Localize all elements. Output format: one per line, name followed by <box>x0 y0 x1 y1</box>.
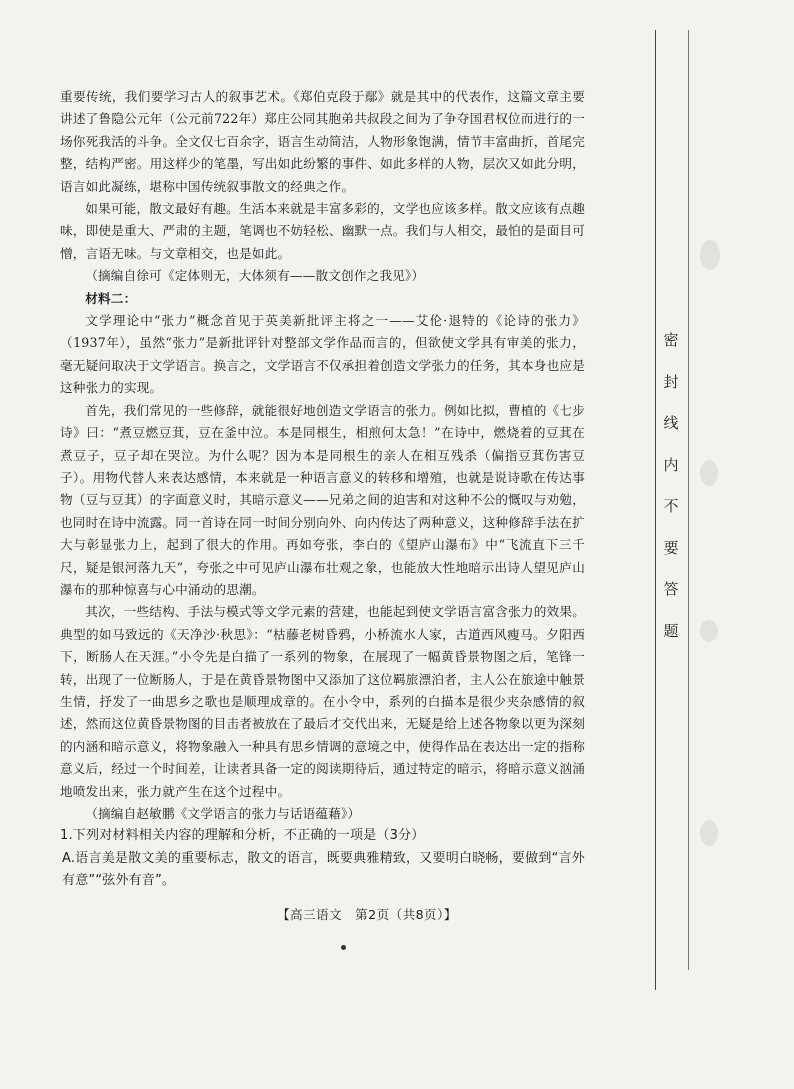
seal-char: 密 <box>663 331 679 349</box>
paragraph: 如果可能，散文最好有趣。生活本来就是丰富多彩的，文学也应该多样。散文应该有点趣味，即使是重大、严肃的主题，笔调也不妨轻松、幽默一点。我们与人相交，最怕的是面目可憎，言语无味。与文章相交，也是如此。 <box>60 201 585 261</box>
main-text <box>60 86 585 893</box>
source-citation: （摘编自徐可《定体则无，大体须有——散文创作之我见》） <box>85 268 425 284</box>
paragraph: 其次，一些结构、手法与模式等文学元素的营建，也能起到使文学语言富含张力的效果。典型的如马致远的《天净沙·秋思》：“枯藤老树昏鸦，小桥流水人家，古道西风瘦马。夕阳西下，断肠人在天涯。”小令先是白描了一系列的物象，在展现了一幅黄昏景物图之后，笔锋一转，出现了一位断肠人，于是在黄昏景物图中又添加了这位羁旅漂泊者，主人公在旅途中触景生情，抒发了一曲思乡之歌也是顺理成章的。在小令中，系列的白描本是很少夹杂感情的叙述，然而这位黄昏景物图的目击者被放在了最后才交代出来，无疑是给上述各物象以更为深刻的内涵和暗示意义，将物象融入一种具有思乡情调的意境之中，使得作品在表达出一定的指称意义后，经过一个时间差，让读者具备一定的阅读期待后，通过特定的暗示，将暗示意义汹涌地喷发出来，张力就产生在这个过程中。 <box>60 604 585 799</box>
seal-char: 内 <box>663 455 679 474</box>
binding-line <box>688 30 689 970</box>
paragraph: 首先，我们常见的一些修辞，就能很好地创造文学语言的张力。例如比拟，曹植的《七步诗》曰：“煮豆燃豆萁，豆在釜中泣。本是同根生，相煎何太急！”在诗中，燃烧着的豆萁在煮豆子，豆子却在哭泣。为什么呢？因为本是同根生的亲人在相互残杀（偏指豆萁伤害豆子）。用物代替人来表达感情，本来就是一种语言意义的转移和增殖，也就是说诗歌在传达事物（豆与豆萁）的字面意义时，其暗示意义——兄弟之间的迫害和对这种不公的慨叹与劝勉，也同时在诗中流露。同一首诗在同一时间分别向外、向内传达了两种意义，这种修辞手法在扩大与彰显张力上，起到了很大的作用。再如夸张，李白的《望庐山瀑布》中“飞流直下三千尺，疑是银河落九天”，夸张之中可见庐山瀑布壮观之象，也能放大性地暗示出诗人望见庐山瀑布的那种惊喜与心中涌动的思潮。 <box>60 402 585 597</box>
seal-char: 封 <box>663 372 679 391</box>
seal-notice <box>660 330 682 662</box>
scan-smudge <box>700 460 718 486</box>
seal-char: 线 <box>663 414 679 432</box>
scan-dot <box>341 945 346 950</box>
question-stem: 1.下列对材料相关内容的理解和分析，不正确的一项是（3分） <box>60 828 425 844</box>
footer-label: 【高三语文 第2页（共8页）】 <box>277 907 457 922</box>
seal-char: 题 <box>663 621 679 640</box>
seal-char: 不 <box>663 497 679 515</box>
paragraph: 文学理论中“张力”概念首见于英美新批评主将之一——艾伦·退特的《论诗的张力》（1937年），虽然“张力”是新批评针对整部文学作品而言的，但欲使文学具有审美的张力，毫无疑问取决于文学语言。换言之，文学语言不仅承担着创造文学张力的任务，其本身也应是这种张力的实现。 <box>60 313 585 396</box>
scan-smudge <box>700 820 718 846</box>
seal-char: 答 <box>663 580 679 598</box>
scan-smudge <box>700 620 718 642</box>
source-citation: （摘编自赵敏鹏《文学语言的张力与话语蕴藉》） <box>85 806 361 821</box>
binding-line <box>655 30 656 990</box>
option-a: A.语言美是散文美的重要标志，散文的语言，既要典雅精致，又要明白晓畅，要做到“言外有意”“弦外有音”。 <box>62 850 585 889</box>
seal-char: 要 <box>663 538 679 557</box>
material-heading: 材料二： <box>85 290 137 306</box>
paragraph: 重要传统，我们要学习古人的叙事艺术。《郑伯克段于鄢》就是其中的代表作，这篇文章主要讲述了鲁隐公元年（公元前722年）郑庄公同其胞弟共叔段之间为了争夺国君权位而进行的一场你死我活的斗争。全文仅七百余字，语言生动简洁，人物形象饱满，情节丰富曲折，首尾完整，结构严密。用这样少的笔墨，写出如此纷繁的事件、如此多样的人物，层次又如此分明，语言如此凝练，堪称中国传统叙事散文的经典之作。 <box>60 89 585 194</box>
page-footer <box>0 905 794 923</box>
scan-smudge <box>700 240 720 270</box>
